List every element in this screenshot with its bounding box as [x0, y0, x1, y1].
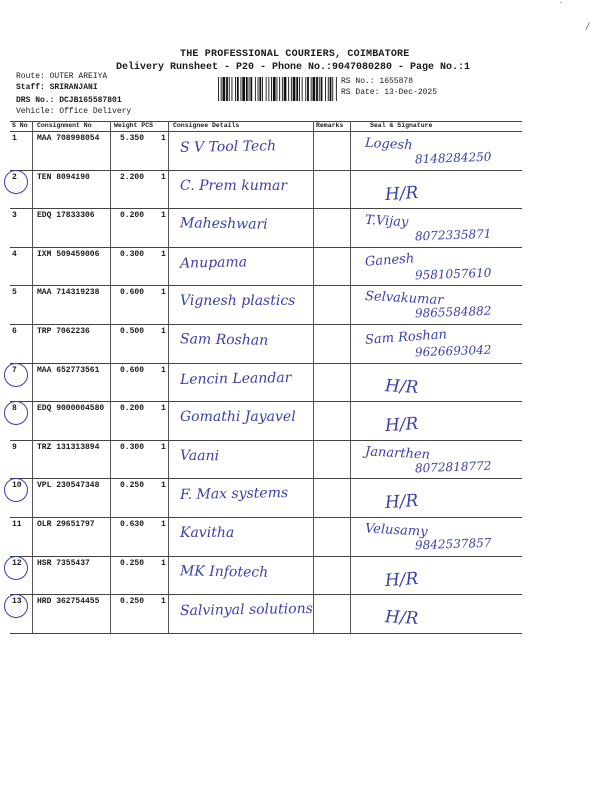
row-consignee-handwriting: Maheshwari: [179, 215, 268, 233]
row-consignee-handwriting: Vaani: [179, 447, 220, 465]
row-pcs: 1: [161, 211, 166, 221]
row-consignment-no: VPL 230547348: [37, 481, 100, 491]
col-seal-signature: Seal & Signature: [370, 122, 433, 129]
table-row-rule: [10, 208, 522, 209]
row-sno: 10: [12, 481, 22, 491]
col-consignee: Consignee Details: [173, 122, 240, 129]
route-label: Route: OUTER AREIYA: [16, 72, 108, 81]
rs-date: RS Date: 13-Dec-2025: [341, 88, 438, 97]
row-weight: 0.500: [120, 327, 145, 336]
row-signature: Janarthen: [364, 444, 431, 463]
row-sno: 1: [12, 134, 17, 143]
row-sno: 6: [12, 327, 17, 336]
row-weight: 2.200: [120, 172, 145, 182]
row-phone-handwriting: 9581057610: [414, 265, 492, 283]
row-pcs: 1: [161, 404, 166, 414]
row-weight: 0.300: [120, 249, 145, 259]
table-row-rule: [10, 324, 522, 325]
row-consignment-no: TEN 8094190: [37, 172, 90, 182]
row-sno: 13: [12, 597, 22, 607]
row-sno: 9: [12, 442, 17, 452]
row-circle-mark: [4, 594, 28, 618]
row-signature: H/R: [384, 491, 420, 514]
row-weight: 0.600: [120, 288, 145, 298]
row-consignee-handwriting: C. Prem kumar: [180, 177, 288, 194]
row-weight: 0.300: [120, 442, 145, 452]
row-pcs: 1: [161, 327, 166, 336]
row-phone-handwriting: 8072335871: [414, 226, 492, 244]
row-consignment-no: OLR 29651797: [37, 520, 95, 529]
drs-number: DRS No.: DCJB165587801: [16, 96, 122, 105]
row-consignee-handwriting: F. Max systems: [179, 485, 289, 504]
row-sno: 2: [12, 172, 17, 182]
row-circle-mark: [4, 556, 28, 580]
row-signature: H/R: [384, 414, 420, 437]
table-row-rule: [10, 517, 522, 518]
row-signature: H/R: [384, 568, 420, 591]
page-subtitle: Delivery Runsheet - P20 - Phone No.:9047080280 - Page No.:1: [116, 62, 471, 73]
row-pcs: 1: [161, 558, 166, 568]
staff-label: Staff: SRIRANJANI: [16, 83, 98, 92]
row-weight: 0.250: [120, 597, 145, 607]
row-circle-mark: [4, 478, 28, 502]
row-signature: Velusamy: [364, 521, 428, 540]
row-consignment-no: TRP 7062236: [37, 327, 90, 336]
row-pcs: 1: [161, 172, 166, 182]
row-signature: Ganesh: [364, 251, 415, 270]
row-consignment-no: HRD 362754455: [37, 597, 100, 607]
row-pcs: 1: [161, 597, 166, 607]
row-sno: 8: [12, 404, 17, 414]
row-pcs: 1: [161, 288, 166, 298]
row-sno: 5: [12, 288, 17, 298]
row-consignee-handwriting: Anupama: [179, 254, 248, 272]
row-signature: Sam Roshan: [364, 327, 448, 348]
table-row-rule: [10, 170, 522, 171]
row-consignment-no: HSR 7355437: [37, 558, 90, 568]
row-weight: 0.200: [120, 404, 145, 414]
row-sno: 11: [12, 520, 22, 529]
row-pcs: 1: [161, 520, 166, 529]
row-pcs: 1: [161, 365, 166, 375]
row-consignee-handwriting: Vignesh plastics: [180, 293, 296, 310]
row-weight: 0.250: [120, 558, 145, 568]
row-weight: 0.200: [120, 211, 145, 221]
row-consignee-handwriting: MK Infotech: [179, 562, 269, 581]
row-consignment-no: MAA 708998054: [37, 134, 100, 143]
stray-ink-mark: ˙: [558, 2, 564, 12]
row-circle-mark: [4, 363, 28, 387]
table-head-rule: [10, 131, 522, 132]
row-pcs: 1: [161, 481, 166, 491]
row-pcs: 1: [161, 134, 166, 143]
row-signature: T.Vijay: [364, 213, 409, 231]
table-row-rule: [10, 363, 522, 364]
row-consignee-handwriting: Kavitha: [180, 525, 235, 541]
row-circle-mark: [4, 170, 28, 194]
row-consignment-no: IXM 509459006: [37, 249, 100, 259]
row-consignee-handwriting: Lencin Leandar: [179, 369, 292, 388]
vehicle-label: Vehicle: Office Delivery: [16, 107, 132, 116]
barcode-image: [218, 77, 338, 101]
rs-number: RS No.: 1655878: [341, 77, 414, 86]
row-pcs: 1: [161, 249, 166, 259]
page-title: THE PROFESSIONAL COURIERS, COIMBATORE: [180, 49, 410, 60]
row-signature: H/R: [384, 607, 419, 630]
row-phone-handwriting: 9842537857: [414, 535, 492, 553]
col-sno: S No: [12, 122, 28, 129]
col-weight-pcs: Weight PCS: [114, 122, 154, 129]
col-remarks: Remarks: [316, 122, 344, 129]
table-row-rule: [10, 440, 522, 441]
row-consignee-handwriting: Salvinyal solutions: [179, 601, 313, 620]
row-phone-handwriting: 8148284250: [414, 149, 492, 167]
table-row-rule: [10, 285, 522, 286]
row-signature: Logesh: [364, 135, 413, 154]
row-sno: 7: [12, 365, 17, 375]
row-consignment-no: EDQ 9000004580: [37, 404, 105, 414]
table-row-rule: [10, 478, 522, 479]
row-signature: H/R: [384, 375, 419, 398]
row-consignee-handwriting: Sam Roshan: [179, 331, 269, 349]
stray-ink-mark: /: [585, 22, 591, 32]
row-weight: 0.250: [120, 481, 145, 491]
row-signature: H/R: [384, 182, 420, 205]
row-signature: Selvakumar: [364, 289, 444, 309]
row-weight: 5.350: [120, 134, 145, 143]
row-consignee-handwriting: Gomathi Jayavel: [180, 409, 296, 426]
row-consignee-handwriting: S V Tool Tech: [179, 138, 277, 156]
row-circle-mark: [4, 401, 28, 425]
row-sno: 4: [12, 249, 17, 259]
row-phone-handwriting: 9865584882: [414, 304, 492, 321]
row-phone-handwriting: 8072818772: [414, 458, 492, 476]
row-consignment-no: EDQ 17833306: [37, 211, 95, 221]
table-row-rule: [10, 594, 522, 595]
row-sno: 3: [12, 211, 17, 221]
row-consignment-no: MAA 652773561: [37, 365, 100, 375]
row-consignment-no: TRZ 131313894: [37, 442, 100, 452]
table-row-rule: [10, 401, 522, 402]
table-row-rule: [10, 633, 522, 634]
row-consignment-no: MAA 714319238: [37, 288, 100, 298]
row-weight: 0.630: [120, 520, 145, 529]
row-phone-handwriting: 9626693042: [414, 342, 492, 360]
table-row-rule: [10, 247, 522, 248]
row-pcs: 1: [161, 442, 166, 452]
row-weight: 0.600: [120, 365, 145, 375]
row-sno: 12: [12, 558, 22, 568]
col-consignment: Consignment No: [37, 122, 92, 129]
table-row-rule: [10, 556, 522, 557]
